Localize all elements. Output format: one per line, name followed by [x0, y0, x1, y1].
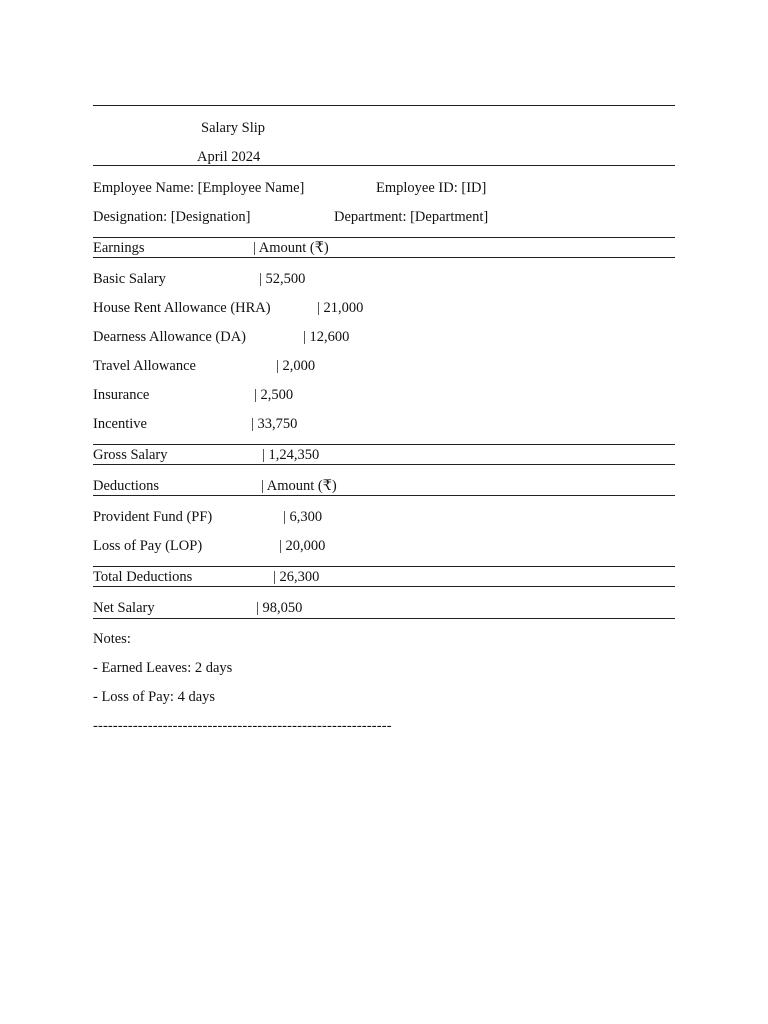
- slip-title: Salary Slip: [201, 120, 266, 136]
- employee-designation: Designation: [Designation]: [93, 209, 251, 225]
- deduction-amount-lop: | 20,000: [279, 538, 326, 554]
- net-salary-amount: | 98,050: [256, 600, 303, 616]
- net-salary-label: Net Salary: [93, 600, 155, 616]
- rule-total-deductions-bottom: [93, 586, 675, 587]
- notes-separator: ------------------------------------------------------------: [93, 718, 392, 734]
- earning-label-basic: Basic Salary: [93, 271, 166, 287]
- earning-amount-basic: | 52,500: [259, 271, 306, 287]
- rule-top: [93, 105, 675, 106]
- earning-label-incentive: Incentive: [93, 416, 147, 432]
- deduction-amount-pf: | 6,300: [283, 509, 323, 525]
- rule-earnings-header-top: [93, 237, 675, 238]
- deductions-header-label: Deductions: [93, 478, 160, 494]
- earning-label-travel: Travel Allowance: [93, 358, 196, 374]
- deduction-label-lop: Loss of Pay (LOP): [93, 538, 203, 554]
- deduction-label-pf: Provident Fund (PF): [93, 509, 213, 525]
- rule-gross-top: [93, 444, 675, 445]
- slip-period: April 2024: [197, 149, 261, 165]
- earning-amount-hra: | 21,000: [317, 300, 364, 316]
- earning-amount-travel: | 2,000: [276, 358, 316, 374]
- earnings-header-label: Earnings: [93, 240, 145, 256]
- rule-total-deductions-top: [93, 566, 675, 567]
- earning-label-insurance: Insurance: [93, 387, 150, 403]
- rule-gross-bottom: [93, 464, 675, 465]
- deductions-header-amount: | Amount (₹): [261, 478, 337, 494]
- rule-earnings-header-bottom: [93, 257, 675, 258]
- earning-label-da: Dearness Allowance (DA): [93, 329, 247, 345]
- rule-after-header: [93, 165, 675, 166]
- note-earned-leaves: - Earned Leaves: 2 days: [93, 660, 233, 676]
- employee-department: Department: [Department]: [334, 209, 489, 225]
- earning-amount-insurance: | 2,500: [254, 387, 294, 403]
- total-deductions-label: Total Deductions: [93, 569, 193, 585]
- earning-label-hra: House Rent Allowance (HRA): [93, 300, 271, 316]
- employee-name: Employee Name: [Employee Name]: [93, 180, 305, 196]
- rule-deductions-header-bottom: [93, 495, 675, 496]
- gross-salary-amount: | 1,24,350: [262, 447, 320, 463]
- rule-net-bottom: [93, 618, 675, 619]
- note-loss-of-pay: - Loss of Pay: 4 days: [93, 689, 216, 705]
- earnings-header-amount: | Amount (₹): [253, 240, 329, 256]
- employee-id: Employee ID: [ID]: [376, 180, 487, 196]
- earning-amount-incentive: | 33,750: [251, 416, 298, 432]
- earning-amount-da: | 12,600: [303, 329, 350, 345]
- total-deductions-amount: | 26,300: [273, 569, 320, 585]
- notes-title: Notes:: [93, 631, 131, 647]
- gross-salary-label: Gross Salary: [93, 447, 168, 463]
